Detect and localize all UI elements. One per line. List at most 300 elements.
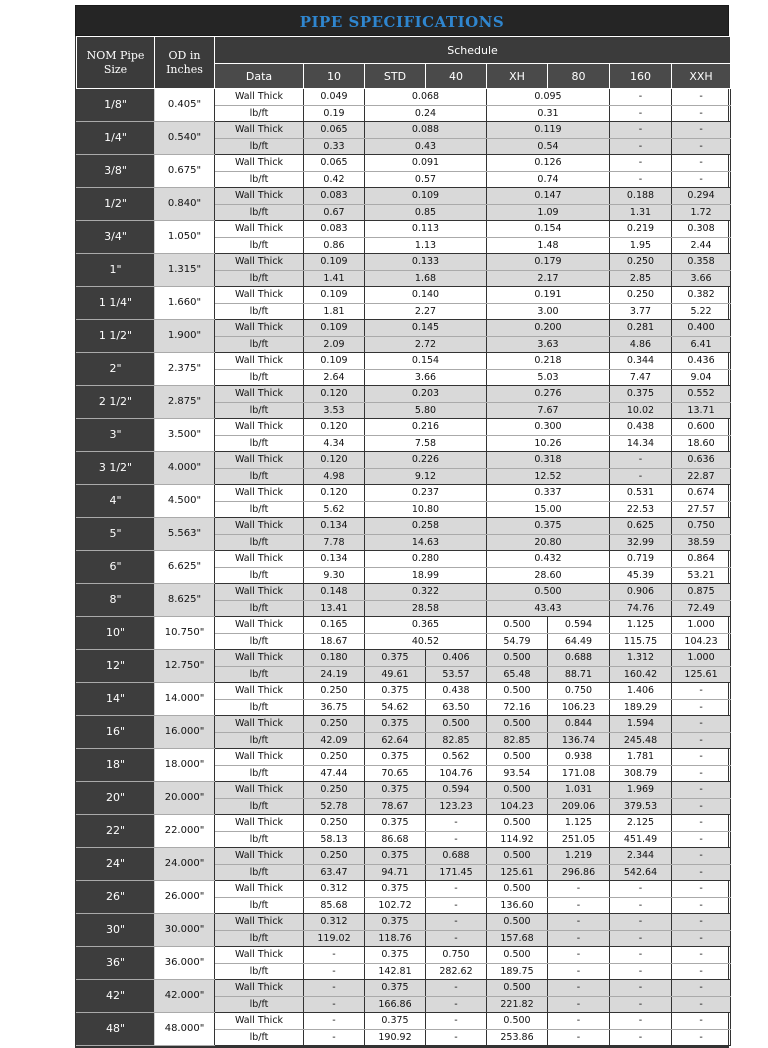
value-cell: 7.47	[610, 369, 672, 386]
value-cell: 1.13	[365, 237, 487, 254]
od-cell: 24.000"	[155, 848, 215, 881]
value-cell: 0.375	[365, 980, 426, 997]
value-cell: 4.86	[610, 336, 672, 353]
value-cell: 0.308	[672, 221, 731, 238]
value-cell: 0.109	[304, 320, 365, 337]
value-cell: 2.85	[610, 270, 672, 287]
table-row	[77, 584, 731, 601]
table-row	[77, 551, 731, 568]
wall-thick-label: Wall Thick	[215, 221, 304, 238]
lbft-label: lb/ft	[215, 402, 304, 419]
od-cell: 48.000"	[155, 1013, 215, 1046]
value-cell: 0.120	[304, 485, 365, 502]
value-cell: -	[610, 171, 672, 188]
value-cell: 245.48	[610, 732, 672, 749]
value-cell: 2.17	[487, 270, 610, 287]
value-cell: 3.66	[365, 369, 487, 386]
value-cell: 2.344	[610, 848, 672, 865]
value-cell: 0.438	[610, 419, 672, 436]
value-cell: 0.312	[304, 881, 365, 898]
lbft-label: lb/ft	[215, 600, 304, 617]
value-cell: 10.02	[610, 402, 672, 419]
value-cell: -	[548, 963, 610, 980]
value-cell: 3.66	[672, 270, 731, 287]
value-cell: 0.875	[672, 584, 731, 601]
value-cell: -	[672, 963, 731, 980]
table-row	[77, 716, 731, 733]
lbft-label: lb/ft	[215, 963, 304, 980]
value-cell: -	[672, 699, 731, 716]
od-cell: 10.750"	[155, 617, 215, 650]
value-cell: -	[672, 864, 731, 881]
header-sched-80: 80	[548, 64, 610, 89]
value-cell: 7.58	[365, 435, 487, 452]
value-cell: 115.75	[610, 633, 672, 650]
value-cell: 0.120	[304, 452, 365, 469]
od-cell: 0.675"	[155, 155, 215, 188]
value-cell: 0.33	[304, 138, 365, 155]
od-cell: 1.050"	[155, 221, 215, 254]
value-cell: 0.375	[365, 749, 426, 766]
value-cell: 0.375	[365, 881, 426, 898]
lbft-label: lb/ft	[215, 765, 304, 782]
value-cell: 125.61	[487, 864, 548, 881]
value-cell: -	[304, 963, 365, 980]
value-cell: 0.31	[487, 105, 610, 122]
value-cell: 82.85	[487, 732, 548, 749]
value-cell: 10.26	[487, 435, 610, 452]
value-cell: 2.27	[365, 303, 487, 320]
value-cell: 4.98	[304, 468, 365, 485]
value-cell: 0.237	[365, 485, 487, 502]
value-cell: 0.219	[610, 221, 672, 238]
value-cell: 0.375	[365, 815, 426, 832]
value-cell: 0.674	[672, 485, 731, 502]
table-row	[77, 947, 731, 964]
value-cell: 64.49	[548, 633, 610, 650]
od-cell: 0.840"	[155, 188, 215, 221]
value-cell: 0.375	[365, 683, 426, 700]
value-cell: 24.19	[304, 666, 365, 683]
value-cell: 0.562	[426, 749, 487, 766]
wall-thick-label: Wall Thick	[215, 782, 304, 799]
value-cell: 0.280	[365, 551, 487, 568]
value-cell: -	[548, 914, 610, 931]
value-cell: -	[426, 897, 487, 914]
nom-pipe-size-cell: 22"	[77, 815, 155, 848]
header-sched-40: 40	[426, 64, 487, 89]
nom-pipe-size-cell: 12"	[77, 650, 155, 683]
nom-pipe-size-cell: 26"	[77, 881, 155, 914]
table-row	[77, 254, 731, 271]
value-cell: 20.80	[487, 534, 610, 551]
value-cell: -	[672, 749, 731, 766]
value-cell: 6.41	[672, 336, 731, 353]
wall-thick-label: Wall Thick	[215, 848, 304, 865]
nom-pipe-size-cell: 18"	[77, 749, 155, 782]
value-cell: 0.200	[487, 320, 610, 337]
value-cell: 9.12	[365, 468, 487, 485]
value-cell: -	[610, 980, 672, 997]
value-cell: 18.99	[365, 567, 487, 584]
value-cell: 0.133	[365, 254, 487, 271]
nom-pipe-size-cell: 2"	[77, 353, 155, 386]
table-row	[77, 419, 731, 436]
value-cell: -	[672, 881, 731, 898]
value-cell: 0.432	[487, 551, 610, 568]
value-cell: 0.250	[304, 716, 365, 733]
value-cell: -	[672, 732, 731, 749]
value-cell: 0.594	[426, 782, 487, 799]
value-cell: 0.250	[304, 749, 365, 766]
value-cell: 160.42	[610, 666, 672, 683]
value-cell: 58.13	[304, 831, 365, 848]
wall-thick-label: Wall Thick	[215, 353, 304, 370]
value-cell: -	[304, 980, 365, 997]
value-cell: 0.750	[548, 683, 610, 700]
value-cell: 0.406	[426, 650, 487, 667]
value-cell: 5.22	[672, 303, 731, 320]
value-cell: 0.864	[672, 551, 731, 568]
value-cell: 0.500	[487, 584, 610, 601]
od-cell: 2.375"	[155, 353, 215, 386]
value-cell: 0.500	[487, 815, 548, 832]
wall-thick-label: Wall Thick	[215, 980, 304, 997]
wall-thick-label: Wall Thick	[215, 683, 304, 700]
value-cell: -	[548, 1029, 610, 1046]
value-cell: 118.76	[365, 930, 426, 947]
value-cell: -	[426, 914, 487, 931]
value-cell: 1.000	[672, 617, 731, 634]
value-cell: 65.48	[487, 666, 548, 683]
value-cell: -	[672, 716, 731, 733]
value-cell: 72.16	[487, 699, 548, 716]
value-cell: 13.71	[672, 402, 731, 419]
value-cell: 0.500	[487, 617, 548, 634]
value-cell: -	[426, 980, 487, 997]
nom-pipe-size-cell: 42"	[77, 980, 155, 1013]
value-cell: 0.300	[487, 419, 610, 436]
value-cell: -	[672, 782, 731, 799]
value-cell: 0.436	[672, 353, 731, 370]
value-cell: 209.06	[548, 798, 610, 815]
value-cell: -	[610, 1029, 672, 1046]
lbft-label: lb/ft	[215, 534, 304, 551]
value-cell: 0.594	[548, 617, 610, 634]
table-row	[77, 914, 731, 931]
value-cell: 18.60	[672, 435, 731, 452]
value-cell: 0.083	[304, 188, 365, 205]
value-cell: 0.250	[304, 848, 365, 865]
table-row	[77, 815, 731, 832]
value-cell: -	[610, 930, 672, 947]
value-cell: 0.42	[304, 171, 365, 188]
value-cell: 0.531	[610, 485, 672, 502]
value-cell: 1.781	[610, 749, 672, 766]
value-cell: 40.52	[365, 633, 487, 650]
table-row	[77, 617, 731, 634]
value-cell: 0.500	[487, 914, 548, 931]
nom-pipe-size-cell: 36"	[77, 947, 155, 980]
value-cell: 136.60	[487, 897, 548, 914]
value-cell: 0.119	[487, 122, 610, 139]
od-cell: 0.405"	[155, 89, 215, 122]
nom-pipe-size-cell: 20"	[77, 782, 155, 815]
value-cell: -	[610, 963, 672, 980]
wall-thick-label: Wall Thick	[215, 914, 304, 931]
value-cell: 0.552	[672, 386, 731, 403]
value-cell: -	[304, 947, 365, 964]
pipe-spec-sheet	[75, 5, 729, 1048]
value-cell: 2.125	[610, 815, 672, 832]
value-cell: 36.75	[304, 699, 365, 716]
header-data: Data	[215, 64, 304, 89]
value-cell: 189.75	[487, 963, 548, 980]
wall-thick-label: Wall Thick	[215, 617, 304, 634]
od-cell: 26.000"	[155, 881, 215, 914]
value-cell: 157.68	[487, 930, 548, 947]
value-cell: 0.154	[365, 353, 487, 370]
table-body	[77, 89, 731, 1046]
value-cell: -	[672, 765, 731, 782]
value-cell: -	[672, 122, 731, 139]
header-nom-pipe-size: NOM Pipe Size	[77, 37, 155, 89]
od-cell: 5.563"	[155, 518, 215, 551]
value-cell: 0.500	[487, 980, 548, 997]
value-cell: 0.375	[365, 914, 426, 931]
value-cell: -	[672, 89, 731, 106]
value-cell: 54.79	[487, 633, 548, 650]
header-sched-xh: XH	[487, 64, 548, 89]
value-cell: 2.44	[672, 237, 731, 254]
value-cell: 0.500	[487, 683, 548, 700]
table-row	[77, 1013, 731, 1030]
value-cell: 0.065	[304, 122, 365, 139]
nom-pipe-size-cell: 1/8"	[77, 89, 155, 122]
header-sched-160: 160	[610, 64, 672, 89]
value-cell: 0.250	[304, 782, 365, 799]
value-cell: 53.21	[672, 567, 731, 584]
value-cell: 0.382	[672, 287, 731, 304]
wall-thick-label: Wall Thick	[215, 122, 304, 139]
value-cell: 49.61	[365, 666, 426, 683]
value-cell: 0.109	[304, 353, 365, 370]
value-cell: 0.85	[365, 204, 487, 221]
value-cell: 0.375	[365, 716, 426, 733]
od-cell: 16.000"	[155, 716, 215, 749]
value-cell: 82.85	[426, 732, 487, 749]
value-cell: 102.72	[365, 897, 426, 914]
value-cell: 0.636	[672, 452, 731, 469]
value-cell: 0.312	[304, 914, 365, 931]
od-cell: 14.000"	[155, 683, 215, 716]
value-cell: 0.091	[365, 155, 487, 172]
value-cell: -	[610, 155, 672, 172]
value-cell: -	[610, 897, 672, 914]
od-cell: 1.900"	[155, 320, 215, 353]
value-cell: -	[672, 683, 731, 700]
value-cell: 0.068	[365, 89, 487, 106]
value-cell: 86.68	[365, 831, 426, 848]
value-cell: 18.67	[304, 633, 365, 650]
lbft-label: lb/ft	[215, 699, 304, 716]
nom-pipe-size-cell: 8"	[77, 584, 155, 617]
value-cell: 1.000	[672, 650, 731, 667]
wall-thick-label: Wall Thick	[215, 1013, 304, 1030]
lbft-label: lb/ft	[215, 204, 304, 221]
lbft-label: lb/ft	[215, 138, 304, 155]
value-cell: 10.80	[365, 501, 487, 518]
value-cell: 542.64	[610, 864, 672, 881]
value-cell: 0.19	[304, 105, 365, 122]
value-cell: -	[672, 815, 731, 832]
value-cell: -	[426, 930, 487, 947]
value-cell: 1.125	[548, 815, 610, 832]
value-cell: 0.625	[610, 518, 672, 535]
wall-thick-label: Wall Thick	[215, 881, 304, 898]
value-cell: -	[610, 452, 672, 469]
table-row	[77, 848, 731, 865]
value-cell: 70.65	[365, 765, 426, 782]
value-cell: 0.140	[365, 287, 487, 304]
lbft-label: lb/ft	[215, 996, 304, 1013]
value-cell: 3.63	[487, 336, 610, 353]
value-cell: -	[672, 105, 731, 122]
value-cell: 3.00	[487, 303, 610, 320]
value-cell: 0.218	[487, 353, 610, 370]
nom-pipe-size-cell: 1 1/4"	[77, 287, 155, 320]
value-cell: 1.95	[610, 237, 672, 254]
value-cell: 190.92	[365, 1029, 426, 1046]
value-cell: 5.80	[365, 402, 487, 419]
value-cell: -	[426, 831, 487, 848]
lbft-label: lb/ft	[215, 864, 304, 881]
value-cell: 0.500	[426, 716, 487, 733]
value-cell: 2.09	[304, 336, 365, 353]
value-cell: 38.59	[672, 534, 731, 551]
value-cell: -	[610, 914, 672, 931]
value-cell: -	[672, 930, 731, 947]
wall-thick-label: Wall Thick	[215, 551, 304, 568]
value-cell: -	[672, 1013, 731, 1030]
wall-thick-label: Wall Thick	[215, 386, 304, 403]
value-cell: 171.45	[426, 864, 487, 881]
value-cell: 0.500	[487, 947, 548, 964]
value-cell: 0.43	[365, 138, 487, 155]
value-cell: -	[672, 914, 731, 931]
table-row	[77, 320, 731, 337]
value-cell: 119.02	[304, 930, 365, 947]
value-cell: 166.86	[365, 996, 426, 1013]
value-cell: -	[672, 897, 731, 914]
value-cell: 0.500	[487, 1013, 548, 1030]
value-cell: 63.50	[426, 699, 487, 716]
value-cell: 282.62	[426, 963, 487, 980]
wall-thick-label: Wall Thick	[215, 584, 304, 601]
table-row	[77, 749, 731, 766]
nom-pipe-size-cell: 24"	[77, 848, 155, 881]
od-cell: 8.625"	[155, 584, 215, 617]
lbft-label: lb/ft	[215, 303, 304, 320]
lbft-label: lb/ft	[215, 897, 304, 914]
value-cell: -	[548, 881, 610, 898]
table-row	[77, 287, 731, 304]
value-cell: 251.05	[548, 831, 610, 848]
od-cell: 6.625"	[155, 551, 215, 584]
page-title: PIPE SPECIFICATIONS	[75, 5, 729, 36]
lbft-label: lb/ft	[215, 831, 304, 848]
od-cell: 20.000"	[155, 782, 215, 815]
value-cell: -	[548, 947, 610, 964]
value-cell: 142.81	[365, 963, 426, 980]
value-cell: 125.61	[672, 666, 731, 683]
value-cell: 104.23	[487, 798, 548, 815]
table-row	[77, 155, 731, 172]
value-cell: 0.375	[610, 386, 672, 403]
nom-pipe-size-cell: 2 1/2"	[77, 386, 155, 419]
value-cell: -	[548, 930, 610, 947]
value-cell: 0.120	[304, 419, 365, 436]
wall-thick-label: Wall Thick	[215, 716, 304, 733]
value-cell: 0.337	[487, 485, 610, 502]
value-cell: -	[672, 171, 731, 188]
value-cell: 54.62	[365, 699, 426, 716]
value-cell: 0.500	[487, 716, 548, 733]
value-cell: -	[672, 831, 731, 848]
lbft-label: lb/ft	[215, 798, 304, 815]
value-cell: 0.281	[610, 320, 672, 337]
value-cell: 63.47	[304, 864, 365, 881]
value-cell: 0.54	[487, 138, 610, 155]
value-cell: 72.49	[672, 600, 731, 617]
value-cell: -	[548, 897, 610, 914]
value-cell: 1.219	[548, 848, 610, 865]
value-cell: 104.76	[426, 765, 487, 782]
header-sched-std: STD	[365, 64, 426, 89]
value-cell: -	[672, 848, 731, 865]
table-row	[77, 353, 731, 370]
value-cell: 0.500	[487, 650, 548, 667]
value-cell: 0.375	[365, 1013, 426, 1030]
lbft-label: lb/ft	[215, 501, 304, 518]
nom-pipe-size-cell: 3/4"	[77, 221, 155, 254]
value-cell: 22.53	[610, 501, 672, 518]
lbft-label: lb/ft	[215, 468, 304, 485]
lbft-label: lb/ft	[215, 237, 304, 254]
value-cell: 0.226	[365, 452, 487, 469]
value-cell: 0.906	[610, 584, 672, 601]
value-cell: 0.109	[304, 254, 365, 271]
value-cell: -	[672, 138, 731, 155]
value-cell: 0.203	[365, 386, 487, 403]
od-cell: 3.500"	[155, 419, 215, 452]
value-cell: 1.68	[365, 270, 487, 287]
value-cell: -	[610, 1013, 672, 1030]
wall-thick-label: Wall Thick	[215, 89, 304, 106]
lbft-label: lb/ft	[215, 435, 304, 452]
value-cell: 189.29	[610, 699, 672, 716]
value-cell: -	[610, 122, 672, 139]
value-cell: 0.438	[426, 683, 487, 700]
od-cell: 42.000"	[155, 980, 215, 1013]
value-cell: 85.68	[304, 897, 365, 914]
value-cell: -	[610, 89, 672, 106]
table-row	[77, 980, 731, 997]
value-cell: 0.065	[304, 155, 365, 172]
value-cell: -	[610, 468, 672, 485]
value-cell: -	[672, 996, 731, 1013]
value-cell: 0.134	[304, 551, 365, 568]
